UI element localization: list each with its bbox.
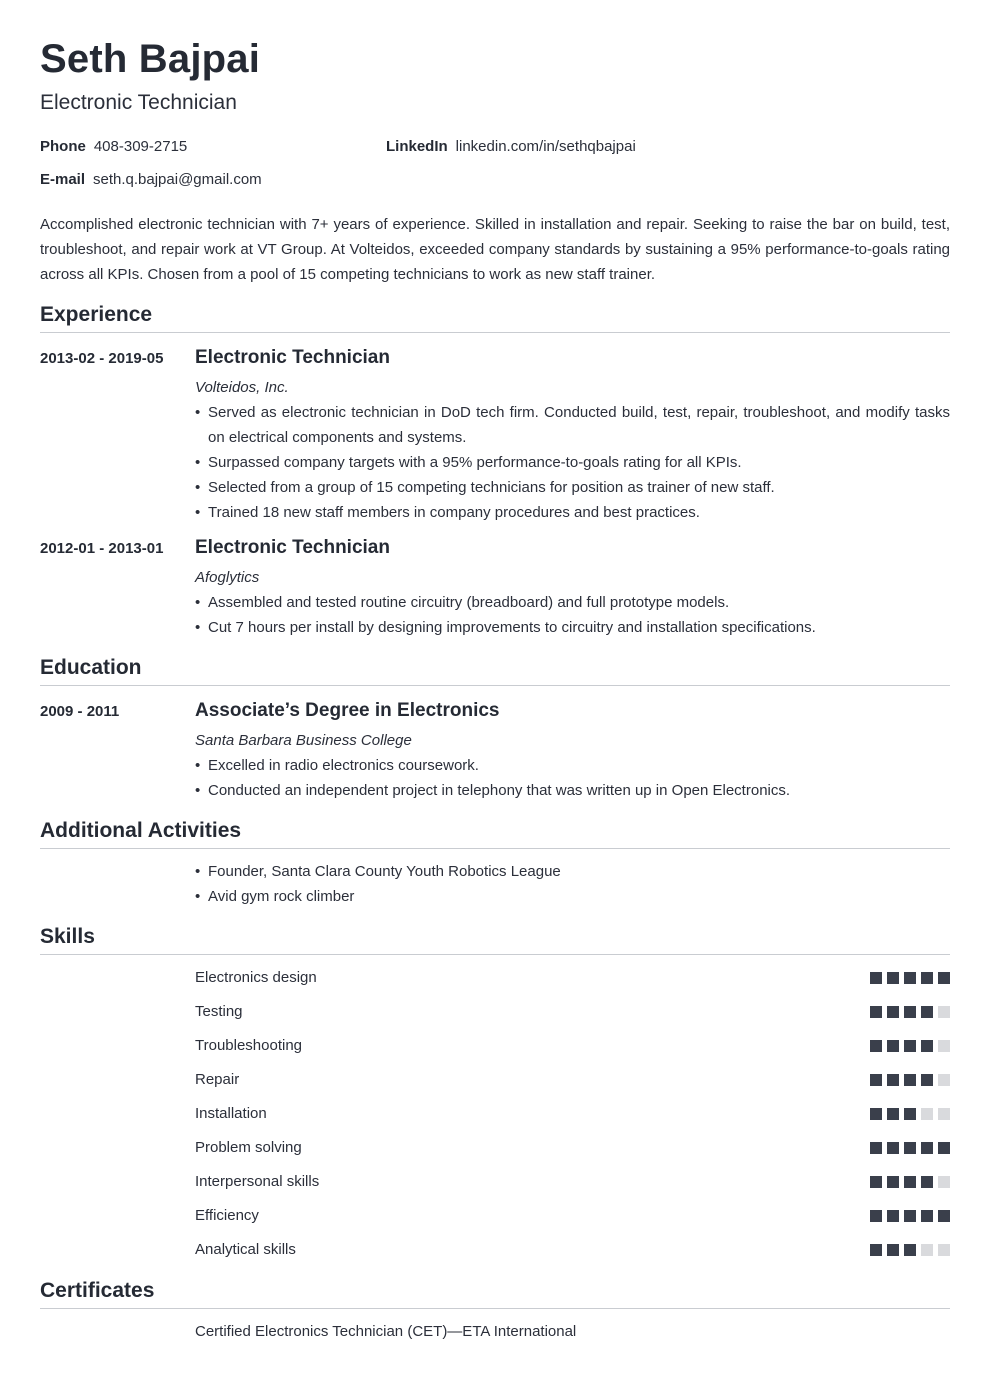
skill-rating [870, 1040, 950, 1052]
section-title-skills: Skills [40, 925, 95, 948]
section-divider [40, 1308, 950, 1309]
contact-linkedin [386, 138, 636, 155]
rating-dot-filled [887, 972, 899, 984]
rating-dot-filled [870, 1142, 882, 1154]
section-divider [40, 954, 950, 955]
entry-school: Santa Barbara Business College [195, 732, 412, 749]
list-item: • Avid gym rock climber [195, 884, 950, 909]
rating-dot-filled [887, 1040, 899, 1052]
skill-name: Troubleshooting [195, 1037, 303, 1054]
section-title-education: Education [40, 656, 142, 679]
rating-dot-filled [921, 1006, 933, 1018]
rating-dot-filled [938, 1210, 950, 1222]
section-divider [40, 685, 950, 686]
rating-dot-empty [921, 1108, 933, 1120]
email-link[interactable]: seth.q.bajpai@gmail.com [93, 171, 262, 188]
skill-row [195, 1139, 950, 1159]
phone-label: Phone [40, 138, 86, 155]
rating-dot-filled [887, 1176, 899, 1188]
list-item: • Conducted an independent project in telephony that was written up in Open Electronics. [195, 778, 950, 803]
skill-rating [870, 1006, 950, 1018]
rating-dot-filled [938, 972, 950, 984]
email-label: E-mail [40, 171, 86, 188]
skill-rating [870, 1210, 950, 1222]
skill-rating [870, 1176, 950, 1188]
section-title-experience: Experience [40, 303, 153, 326]
skill-row [195, 1037, 950, 1057]
entry-job-title: Electronic Technician [195, 537, 390, 558]
certificate-item: Certified Electronics Technician (CET)—ETA International [195, 1323, 577, 1340]
rating-dot-filled [870, 1074, 882, 1086]
skill-rating [870, 972, 950, 984]
rating-dot-empty [938, 1244, 950, 1256]
list-item: • Assembled and tested routine circuitry (breadboard) and full prototype models. [195, 590, 950, 615]
entry-dates: 2009 - 2011 [40, 703, 120, 720]
summary-paragraph: Accomplished electronic technician with 7+ years of experience. Skilled in installation and repair. Seeking to raise the bar on build, test, troubleshoot, and repair work at VT Group. At Volteidos, exceeded company standards by sustaining a 95% performance-to-goals rating across all KPIs. Chosen from a pool of 15 competing technicians to work as new staff trainer. [40, 216, 950, 283]
rating-dot-filled [938, 1142, 950, 1154]
skill-row [195, 1207, 950, 1227]
skill-row [195, 1105, 950, 1125]
list-item: • Surpassed company targets with a 95% performance-to-goals rating for all KPIs. [195, 450, 950, 475]
rating-dot-filled [870, 972, 882, 984]
rating-dot-filled [904, 1176, 916, 1188]
entry-dates: 2013-02 - 2019-05 [40, 350, 164, 367]
skill-name: Testing [195, 1003, 243, 1020]
skill-row [195, 1003, 950, 1023]
rating-dot-filled [904, 1040, 916, 1052]
rating-dot-filled [921, 1176, 933, 1188]
rating-dot-filled [904, 1108, 916, 1120]
skill-name: Problem solving [195, 1139, 302, 1156]
skill-name: Repair [195, 1071, 240, 1088]
skill-rating [870, 1074, 950, 1086]
rating-dot-filled [870, 1210, 882, 1222]
rating-dot-filled [921, 972, 933, 984]
rating-dot-filled [870, 1108, 882, 1120]
list-item: • Excelled in radio electronics coursework. [195, 753, 950, 778]
skill-rating [870, 1142, 950, 1154]
entry-bullets [195, 400, 950, 525]
entry-company: Afoglytics [195, 569, 260, 586]
skill-row [195, 1173, 950, 1193]
skill-row [195, 969, 950, 989]
list-item: • Founder, Santa Clara County Youth Robotics League [195, 859, 950, 884]
section-title-activities: Additional Activities [40, 819, 242, 842]
list-item: • Trained 18 new staff members in company procedures and best practices. [195, 500, 950, 525]
rating-dot-filled [870, 1006, 882, 1018]
entry-bullets [195, 590, 950, 640]
skill-name: Interpersonal skills [195, 1173, 320, 1190]
entry-company: Volteidos, Inc. [195, 379, 289, 396]
rating-dot-filled [904, 1244, 916, 1256]
linkedin-label: LinkedIn [386, 138, 448, 155]
skill-row [195, 1241, 950, 1261]
list-item: • Cut 7 hours per install by designing improvements to circuitry and installation specifications. [195, 615, 950, 640]
candidate-headline: Electronic Technician [40, 91, 237, 114]
rating-dot-filled [904, 1006, 916, 1018]
list-item: • Served as electronic technician in DoD tech firm. Conducted build, test, repair, troubleshoot, and modify tasks on electrical components and systems. [195, 400, 950, 450]
rating-dot-filled [921, 1142, 933, 1154]
skill-name: Electronics design [195, 969, 317, 986]
entry-degree: Associate’s Degree in Electronics [195, 700, 500, 721]
rating-dot-filled [904, 1210, 916, 1222]
rating-dot-empty [938, 1074, 950, 1086]
entry-dates: 2012-01 - 2013-01 [40, 540, 164, 557]
skill-name: Installation [195, 1105, 267, 1122]
skill-rating [870, 1244, 950, 1256]
skill-row [195, 1071, 950, 1091]
skill-rating [870, 1108, 950, 1120]
rating-dot-filled [887, 1108, 899, 1120]
section-divider [40, 848, 950, 849]
rating-dot-filled [870, 1244, 882, 1256]
rating-dot-filled [887, 1210, 899, 1222]
rating-dot-filled [921, 1074, 933, 1086]
contact-email [40, 171, 262, 188]
rating-dot-empty [938, 1108, 950, 1120]
rating-dot-filled [887, 1142, 899, 1154]
contact-phone [40, 138, 187, 155]
rating-dot-filled [887, 1244, 899, 1256]
rating-dot-filled [887, 1074, 899, 1086]
rating-dot-empty [921, 1244, 933, 1256]
entry-bullets [195, 753, 950, 803]
entry-job-title: Electronic Technician [195, 347, 390, 368]
section-divider [40, 332, 950, 333]
rating-dot-empty [938, 1006, 950, 1018]
rating-dot-filled [904, 1074, 916, 1086]
linkedin-link[interactable]: linkedin.com/in/sethqbajpai [455, 138, 636, 155]
rating-dot-filled [921, 1040, 933, 1052]
rating-dot-filled [904, 972, 916, 984]
rating-dot-filled [870, 1176, 882, 1188]
rating-dot-empty [938, 1040, 950, 1052]
rating-dot-filled [904, 1142, 916, 1154]
candidate-name: Seth Bajpai [40, 37, 261, 81]
list-item: • Selected from a group of 15 competing technicians for position as trainer of new staff. [195, 475, 950, 500]
phone-value: 408-309-2715 [93, 138, 188, 155]
skill-name: Efficiency [195, 1207, 259, 1224]
section-title-certificates: Certificates [40, 1279, 155, 1302]
rating-dot-filled [870, 1040, 882, 1052]
rating-dot-filled [887, 1006, 899, 1018]
rating-dot-empty [938, 1176, 950, 1188]
activities-bullets [195, 859, 950, 909]
skill-name: Analytical skills [195, 1241, 296, 1258]
rating-dot-filled [921, 1210, 933, 1222]
